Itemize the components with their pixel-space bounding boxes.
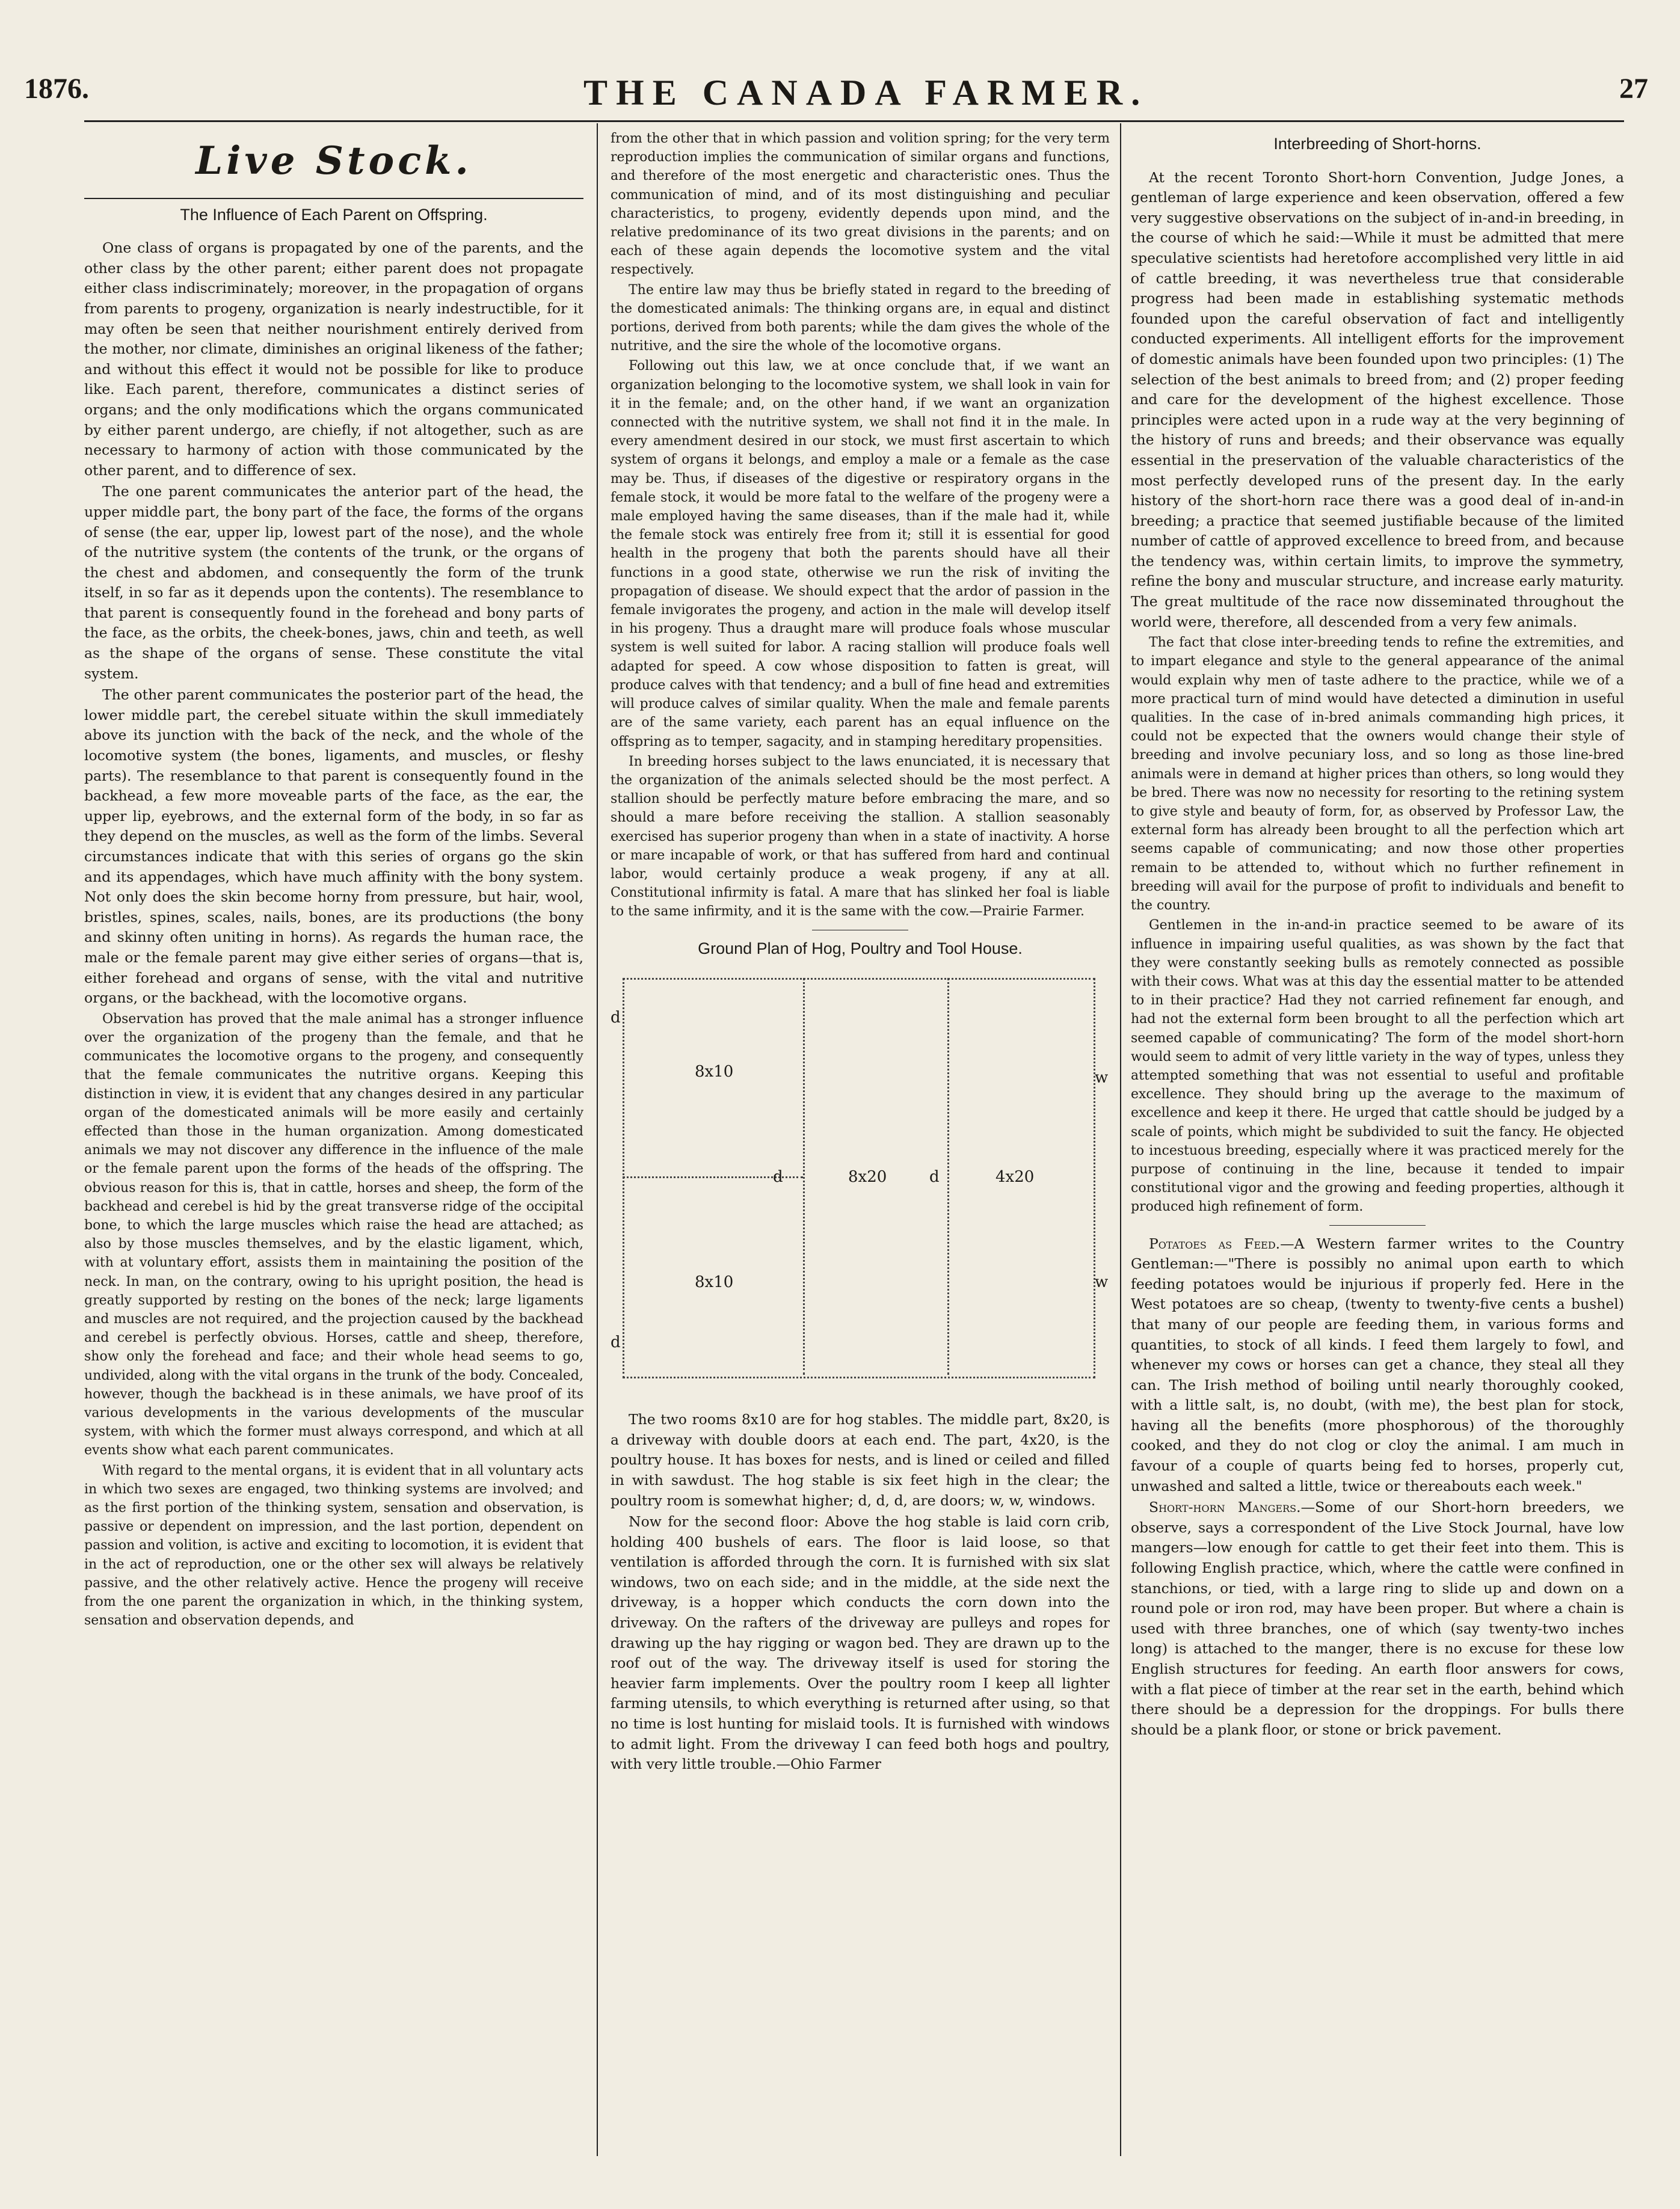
plan-label-hog-room-top: 8x10	[695, 1063, 734, 1081]
potatoes-text: —A Western farmer writes to the Country Gentleman:—"There is possibly no animal upon earth to which feeding potatoes would be injurious if properly fed. Here in the West potatoes are so cheap, (twenty to twenty-five cents a bushel) that many of our people are feeding them, in various forms and quantities, to stock of all kinds. I feed them largely to fowl, and whenever my cows or horses can get a chance, they steal all they can. The Irish method of boiling until nearly thoroughly cooked, with a little salt, is, no doubt, (with me), the best plan for stock, having all the benefits (more phosphorous) of the thoroughly cooked, and they do not clog or cloy the animal. I am much in favour of a couple of quarts being fed to horses, properly cut, unwashed and salted a little, twice or thereabouts each week."	[1131, 1235, 1624, 1495]
plan-label-door: d	[773, 1168, 783, 1187]
paragraph: The other parent communicates the posterior part of the head, the lower middle part, the cerebel situate within the skull immediately above its junction with the back of the neck, and the whole of the locomotive system (the bones, ligaments, and muscles, or fleshy parts). The resemblance to that parent is consequently found in the backhead, a few more moveable parts of the face, as the ear, the upper lip, eyebrows, and the external form of the body, in so far as they depend on the muscles, as well as the form of the limbs. Several circumstances indicate that with this series of organs go the skin and its appendages, which have much affinity with the bony system. Not only does the skin become horny from pressure, but hair, wool, bristles, spines, scales, nails, bones, are its productions (the bony and skinny often uniting in horns). As regards the human race, the male or the female parent may give either series of organs—that is, either forehead and organs of sense, with the vital and nutritive organs, or the backhead, with the locomotive organs.	[84, 686, 583, 1007]
paragraph: Following out this law, we at once conclude that, if we want an organization belonging to the locomotive system, we shall look in vain for it in the female; and, on the other hand, if we want an organization connected with the nutritive system, we shall not find it in the male. In every amendment desired in our stock, we must first ascertain to which system of organs it belongs, and employ a male or a female as the case may be. Thus, if diseases of the digestive or respiratory organs in the female stock, it would be more fatal to the welfare of the progeny were a male employed having the same diseases, than if the male had it, while the female stock was entirely free from it; still it is essential for good health in the progeny that both the parents should have all their functions in a good state, otherwise we run the risk of inviting the propagation of disease. We should expect that the ardor of passion in the female invigorates the progeny, and action in the male will develop itself in his progeny. Thus a draught mare will produce foals whose muscular system is well suited for labor. A racing stallion will produce foals well adapted for speed. A cow whose disposition to fatten is great, will produce calves with that tendency; and a bull of fine head and extremities will produce calves of similar quality. When the male and female parents are of the same variety, each parent has an equal influence on the offspring as to temper, sagacity, and in stamping hereditary propensities.	[611, 358, 1110, 749]
plan-label-hog-room-bottom: 8x10	[695, 1273, 734, 1292]
paragraph: Observation has proved that the male animal has a stronger influence over the organization of the progeny than the female, and that he communicates the locomotive organs to the progeny, and consequently that the female communicates the nutritive organs. Keeping this distinction in view, it is evident that any changes desired in any particular organ of the domesticated animals will be more easily and certainly effected than those in the human organization. Among domesticated animals we may not discover any difference in the influence of the male or the female parent upon the forms of the heads of the offspring. The obvious reason for this is, that in cattle, horses and sheep, the form of the backhead and cerebel is hid by the great transverse ridge of the occipital bone, to which the large muscles which raise the head are attached; as also by those muscles themselves, and by the elastic ligament, which, with at voluntary effort, assists them in maintaining the position of the neck. In man, on the contrary, owing to his upright position, the head is greatly supported by resting on the bones of the neck; large ligaments and muscles are not required, and the projection caused by the backhead and cerebel is perfectly obvious. Horses, cattle and sheep, therefore, show only the forehead and face; and their whole head seems to go, undivided, along with the vital organs in the trunk of the body. Concealed, however, though the backhead is in these animals, we have proof of its various developments in the various developments of the muscular system, with which the former must always correspond, and which at all events show what each parent communicates.	[84, 1011, 583, 1458]
paragraph: At the recent Toronto Short-horn Convention, Judge Jones, a gentleman of large experience and keen observation, offered a few very suggestive observations on the subject of in-and-in breeding, in the course of which he said:—While it must be admitted that mere speculative scientists had heretofore accomplished very little in aid of cattle breeding, it was nevertheless true that considerable progress had been made in establishing systematic methods founded upon the careful observation of fact and intelligently conducted experiments. All intelligent efforts for the improvement of domestic animals have been founded upon two principles: (1) The selection of the best animals to breed from; and (2) proper feeding and care for the development of the highest excellence. Those principles were acted upon in a rude way at the very beginning of the history of runs and breeds; and their observance was equally essential in the preservation of the valuable characteristics of the most perfectly developed runs of the present day. In the early history of the short-horn race there was a good deal of in-and-in breeding; a practice that seemed justifiable because of the limited number of cattle of approved excellence to breed from, and because the tendency was, within certain limits, to improve the symmetry, refine the bony and muscular structure, and increase early maturity. The great multitude of the race now disseminated throughout the world were, therefore, all descended from a very few animals.	[1131, 168, 1624, 630]
plan-label-door: d	[929, 1168, 940, 1187]
column-3	[1131, 129, 1624, 1741]
article-title-influence: The Influence of Each Parent on Offspring.	[180, 205, 488, 224]
paragraph: In breeding horses subject to the laws enunciated, it is necessary that the organization of the animals selected should be the most perfect. A stallion should be perfectly mature before embracing the mare, and so should a mare before receiving the stallion. A stallion seasonably exercised has superior progeny than when in a state of inactivity. A horse or mare incapable of work, or that has suffered from hard and continual labor, would certainly produce a weak progeny, if any at all. Constitutional infirmity is fatal. A mare that has slinked her foal is liable to the same infirmity, and it is the same with the cow.—Prairie Farmer.	[611, 754, 1110, 920]
plan-inner-wall-right	[947, 978, 949, 1375]
paragraph: from the other that in which passion and volition spring; for the very term reproduction implies the communication of similar organs and functions, and therefore of the most energetic and characteristic ones. Thus the communication of mind, and of its most distinguishing and peculiar characteristics, to progeny, evidently depends upon mind, and the relative predominance of its two great divisions in the parents; and on each of these again depends the locomotive system and the vital respectively.	[611, 131, 1110, 278]
page-number: 27	[1619, 73, 1648, 105]
plan-label-door: d	[611, 1333, 621, 1352]
mangers-text: —Some of our Short-horn breeders, we observe, says a correspondent of the Live Stock Journal, have low mangers—low enough for cattle to get their feet into them. This is following English practice, which, where the cattle were confined in stanchions, or tied, with a large ring to slide up and down on a round pole or iron rod, may have been proper. But where a chain is used with three branches, one of which (say twenty-two inches long) is attached to the manger, there is no excuse for these low English structures for feeding. An earth floor answers for cows, with a flat piece of timber at the rear set in the earth, behind which there should be a depression for the droppings. For bulls there should be a plank floor, or stone or brick pavement.	[1131, 1499, 1624, 1738]
paragraph: Gentlemen in the in-and-in practice seemed to be aware of its influence in impairing useful qualities, as was shown by the fact that they were constantly seeking bulls as remotely connected as possible with their cows. What was at this day the essential matter to be attended to in their practice? Had they not carried refinement far enough, and had not the external form been brought to all the perfection which art seemed capable of communicating? The form of the model short-horn would seem to admit of very little variety in the way of types, unless they attempted something that was not essential to useful and profitable excellence. They should bring up the average to the maximum of excellence and keep it there. He urged that cattle should be judged by a scale of points, which might be subdivided to suit the fancy. He objected to incestuous breeding, especially where it was practiced merely for the purpose of continuing in the line, because it tended to impair constitutional vigor and the growing and feeding properties, although it produced high refinement of form.	[1131, 918, 1624, 1215]
paragraph: With regard to the mental organs, it is evident that in all voluntary acts in which two sexes are engaged, two thinking systems are involved; and as the first portion of the thinking system, sensation and observation, is passive or dependent on impression, and the last portion, dependent on passion and volition, is active and exciting to locomotion, it is evident that in the act of reproduction, one or the other sex will always be relatively passive, and the other relatively active. Hence the progeny will receive from the one parent the organization in which, in the thinking system, sensation and observation depends, and	[84, 1463, 583, 1629]
section-rule	[84, 198, 583, 199]
column-1	[84, 129, 583, 1631]
section-title-live-stock: Live Stock.	[195, 138, 472, 183]
paragraph: The fact that close inter-breeding tends to refine the extremities, and to impart elegance and style to the general appearance of the animal would explain why men of taste adhere to the practice, while we of a more practical turn of mind would have detected a diminution in useful qualities. In the case of in-bred animals commanding high prices, it could not be expected that the owners would change their style of breeding and involve pecuniary loss, and so long as those line-bred animals were in demand at higher prices than others, so long would they be bred. There was now no necessity for resorting to the retining system to give style and beauty of form, for, as observed by Professor Law, the external form has already been brought to all the perfection which art seems capable of communicating; and now those other properties remain to be attended to, without which no further refinement in breeding will avail for the purpose of profit to individuals and benefit to the country.	[1131, 635, 1624, 914]
paragraph-mangers	[1131, 1498, 1624, 1740]
paragraph-potatoes	[1131, 1234, 1624, 1497]
paragraph: The two rooms 8x10 are for hog stables. The middle part, 8x20, is a driveway with double doors at each end. The part, 4x20, is the poultry house. It has boxes for nests, and is lined or ceiled and filled in with sawdust. The hog stable is six feet high in the clear; the poultry room is somewhat higher; d, d, d, are doors; w, w, windows.	[611, 1411, 1110, 1509]
column-divider-1	[597, 123, 598, 2156]
header-rule	[84, 120, 1624, 122]
plan-label-door: d	[611, 1009, 621, 1027]
article-title-ground-plan: Ground Plan of Hog, Poultry and Tool House.	[698, 939, 1023, 957]
masthead-title: THE CANADA FARMER.	[583, 73, 1149, 112]
article-title-interbreeding: Interbreeding of Short-horns.	[1273, 135, 1482, 153]
article-separator	[1329, 1225, 1426, 1226]
plan-label-driveway: 8x20	[848, 1168, 887, 1187]
plan-label-window: w	[1095, 1069, 1109, 1087]
issue-year: 1876.	[24, 73, 89, 105]
plan-inner-wall-left	[803, 978, 805, 1375]
plan-label-poultry-house: 4x20	[995, 1168, 1035, 1187]
column-divider-2	[1120, 123, 1121, 2156]
paragraph: The entire law may thus be briefly stated in regard to the breeding of the domesticated animals: The thinking organs are, in equal and distinct portions, derived from both parents; while the dam gives the whole of the nutritive, and the sire the whole of the locomotive organs.	[611, 282, 1110, 354]
lead-short-horn-mangers: Short-horn Mangers.	[1149, 1499, 1301, 1516]
paragraph: The one parent communicates the anterior part of the head, the upper middle part, the bony part of the face, the forms of the organs of sense (the ear, upper lip, lowest part of the nose), and the whole of the nutritive system (the contents of the trunk, or the organs of the chest and abdomen, and consequently the form of the trunk itself, in so far as it depends upon the contents). The resemblance to that parent is consequently found in the forehead and bony parts of the face, as the orbits, the cheek-bones, jaws, chin and teeth, as well as the shape of the organs of sense. These constitute the vital system.	[84, 483, 583, 682]
lead-potatoes-as-feed: Potatoes as Feed.	[1149, 1235, 1281, 1252]
page-header	[24, 72, 1660, 112]
column-2	[611, 129, 1110, 1776]
paragraph: One class of organs is propagated by one of the parents, and the other class by the other parent; either parent does not propagate either class indiscriminately; moreover, in the propagation of organs from parents to progeny, organization is nearly indestructible, for it may often be seen that neither nourishment entirely derived from the mother, nor climate, diminishes an original likeness of the father; and without this effect it would not be possible for like to produce like. Each parent, therefore, communicates a distinct series of organs; and the only modifications which the organs communicated by either parent undergo, are chiefly, if not altogether, such as are necessary to harmony of action with those communicated by the other parent, and to difference of sex.	[84, 239, 583, 479]
ground-plan-diagram	[611, 972, 1109, 1393]
paragraph: Now for the second floor: Above the hog stable is laid corn crib, holding 400 bushels of ears. The floor is laid loose, so that ventilation is afforded through the corn. It is furnished with six slat windows, two on each side; and in the middle, at the side next the driveway, is a hopper which conducts the corn down into the driveway. On the rafters of the driveway are pulleys and ropes for drawing up the hay rigging or wagon bed. They are drawn up to the roof out of the way. The driveway itself is used for storing the heavier farm implements. Over the poultry room I keep all lighter farming utensils, to which everything is returned after using, so that no time is lost hunting for mislaid tools. It is furnished with windows to admit light. From the driveway I can feed both hogs and poultry, with very little trouble.—Ohio Farmer	[611, 1513, 1110, 1773]
plan-label-window: w	[1095, 1273, 1109, 1292]
